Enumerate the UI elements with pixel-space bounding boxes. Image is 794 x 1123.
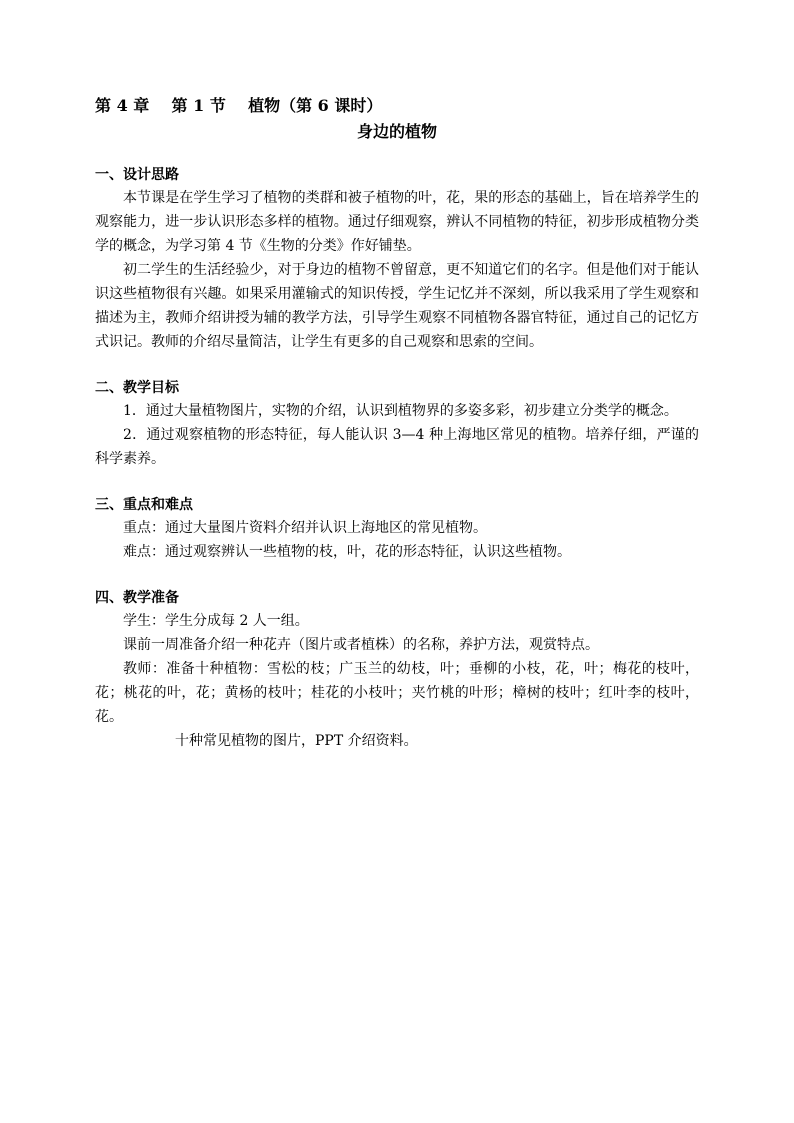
paragraph: 教师：准备十种植物：雪松的枝；广玉兰的幼枝，叶；垂柳的小枝，花，叶；梅花的枝叶，花；桃花的叶，花；黄杨的枝叶；桂花的小枝叶；夹竹桃的叶形；樟树的枝叶；红叶李的枝叶，花。 [95,661,699,725]
paragraph: 十种常见植物的图片，PPT 介绍资料。 [175,733,418,749]
lesson-subtitle: 身边的植物 [356,122,437,141]
section-teaching-goals [95,378,699,471]
paragraph: 初二学生的生活经验少，对于身边的植物不曾留意，更不知道它们的名字。但是他们对于能认识这些植物很有兴趣。如果采用灌输式的知识传授，学生记忆并不深刻，所以我采用了学生观察和描述为主，教师介绍讲授为辅的教学方法，引导学生观察不同植物各器官特征，通过自己的记忆方式识记。教师的介绍尽量简洁，让学生有更多的自己观察和思索的空间。 [95,262,699,350]
paragraph: 难点：通过观察辨认一些植物的枝，叶，花的形态特征，认识这些植物。 [123,544,571,560]
document-page [95,93,699,753]
chapter-title: 第 4 章 第 1 节 植物（第 6 课时） [95,96,383,115]
section-design-idea [95,165,699,354]
section-heading: 二、教学目标 [95,380,179,396]
paragraph: 2．通过观察植物的形态特征，每人能认识 3—4 种上海地区常见的植物。培养仔细，严谨的科学素养。 [95,427,699,467]
paragraph: 学生：学生分成每 2 人一组。 [123,613,309,629]
paragraph: 1．通过大量植物图片，实物的介绍，认识到植物界的多姿多彩，初步建立分类学的概念。 [123,403,678,419]
section-heading: 三、重点和难点 [95,497,193,513]
section-key-points [95,495,699,564]
section-preparation [95,588,699,753]
paragraph: 课前一周准备介绍一种花卉（图片或者植株）的名称，养护方法，观赏特点。 [123,637,599,653]
section-heading: 四、教学准备 [95,590,179,606]
paragraph: 重点：通过大量图片资料介绍并认识上海地区的常见植物。 [123,520,487,536]
section-heading: 一、设计思路 [95,167,179,183]
paragraph: 本节课是在学生学习了植物的类群和被子植物的叶，花，果的形态的基础上，旨在培养学生的观察能力，进一步认识形态多样的植物。通过仔细观察，辨认不同植物的特征，初步形成植物分类学的概念，为学习第 4 节《生物的分类》作好铺垫。 [95,190,699,254]
